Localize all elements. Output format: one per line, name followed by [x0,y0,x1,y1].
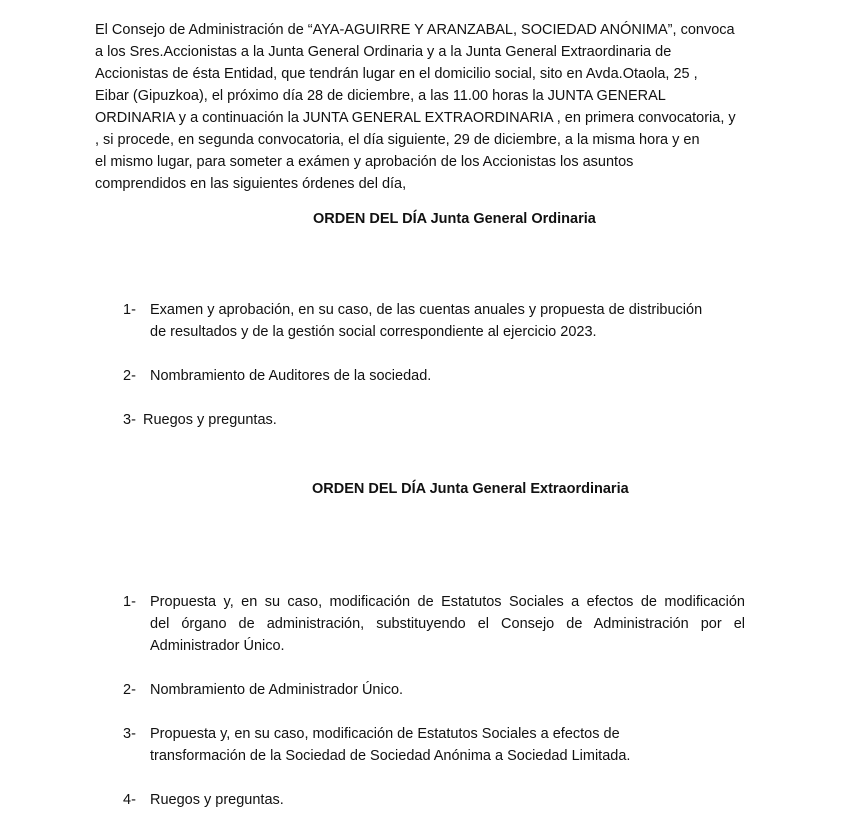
agenda-item-text-line: Propuesta y, en su caso, modificación de Estatutos Sociales a efectos de modificación [150,594,745,610]
intro-line: Accionistas de ésta Entidad, que tendrán lugar en el domicilio social, sito en Avda.Otaola, 25 , [95,66,698,82]
agenda-item-text-line: transformación de la Sociedad de Sociedad Anónima a Sociedad Limitada. [150,748,631,764]
agenda-item-number: 2- [123,682,136,698]
agenda-item-number: 4- [123,792,136,808]
agenda-item-text-line: Examen y aprobación, en su caso, de las cuentas anuales y propuesta de distribución [150,302,703,318]
intro-line: El Consejo de Administración de “AYA-AGUIRRE Y ARANZABAL, SOCIEDAD ANÓNIMA”, convoca [95,22,735,38]
agenda-item-text-line: de resultados y de la gestión social correspondiente al ejercicio 2023. [150,324,597,340]
agenda-item-number: 1- [123,594,136,610]
agenda-item-number: 1- [123,302,136,318]
agenda-item-text-line: del órgano de administración, substituyendo el Consejo de Administración por el [150,616,745,632]
agenda-item-text-line: Nombramiento de Administrador Único. [150,682,404,698]
intro-line: Eibar (Gipuzkoa), el próximo día 28 de diciembre, a las 11.00 horas la JUNTA GENERAL [95,88,666,104]
agenda-item-number: 2- [123,368,136,384]
agenda-item-text-line: Administrador Único. [150,638,285,654]
agenda-item-number: 3- [123,412,136,428]
agenda-item-text-line: Nombramiento de Auditores de la sociedad. [150,368,432,384]
agenda-item-number: 3- [123,726,136,742]
intro-line: a los Sres.Accionistas a la Junta General Ordinaria y a la Junta General Extraordinaria de [95,44,672,60]
intro-line: el mismo lugar, para someter a exámen y aprobación de los Accionistas los asuntos [95,154,634,170]
agenda-ordinary-title: ORDEN DEL DÍA Junta General Ordinaria [313,211,596,227]
intro-line: comprendidos en las siguientes órdenes del día, [95,176,407,192]
agenda-item-text-line: Ruegos y preguntas. [150,792,284,808]
intro-line: ORDINARIA y a continuación la JUNTA GENERAL EXTRAORDINARIA , en primera convocatoria, y [95,110,736,126]
agenda-extraordinary-title: ORDEN DEL DÍA Junta General Extraordinaria [312,481,629,497]
agenda-item-text-line: Ruegos y preguntas. [143,412,277,428]
agenda-item-text-line: Propuesta y, en su caso, modificación de Estatutos Sociales a efectos de [150,726,620,742]
intro-line: , si procede, en segunda convocatoria, el día siguiente, 29 de diciembre, a la misma hora y en [95,132,700,148]
